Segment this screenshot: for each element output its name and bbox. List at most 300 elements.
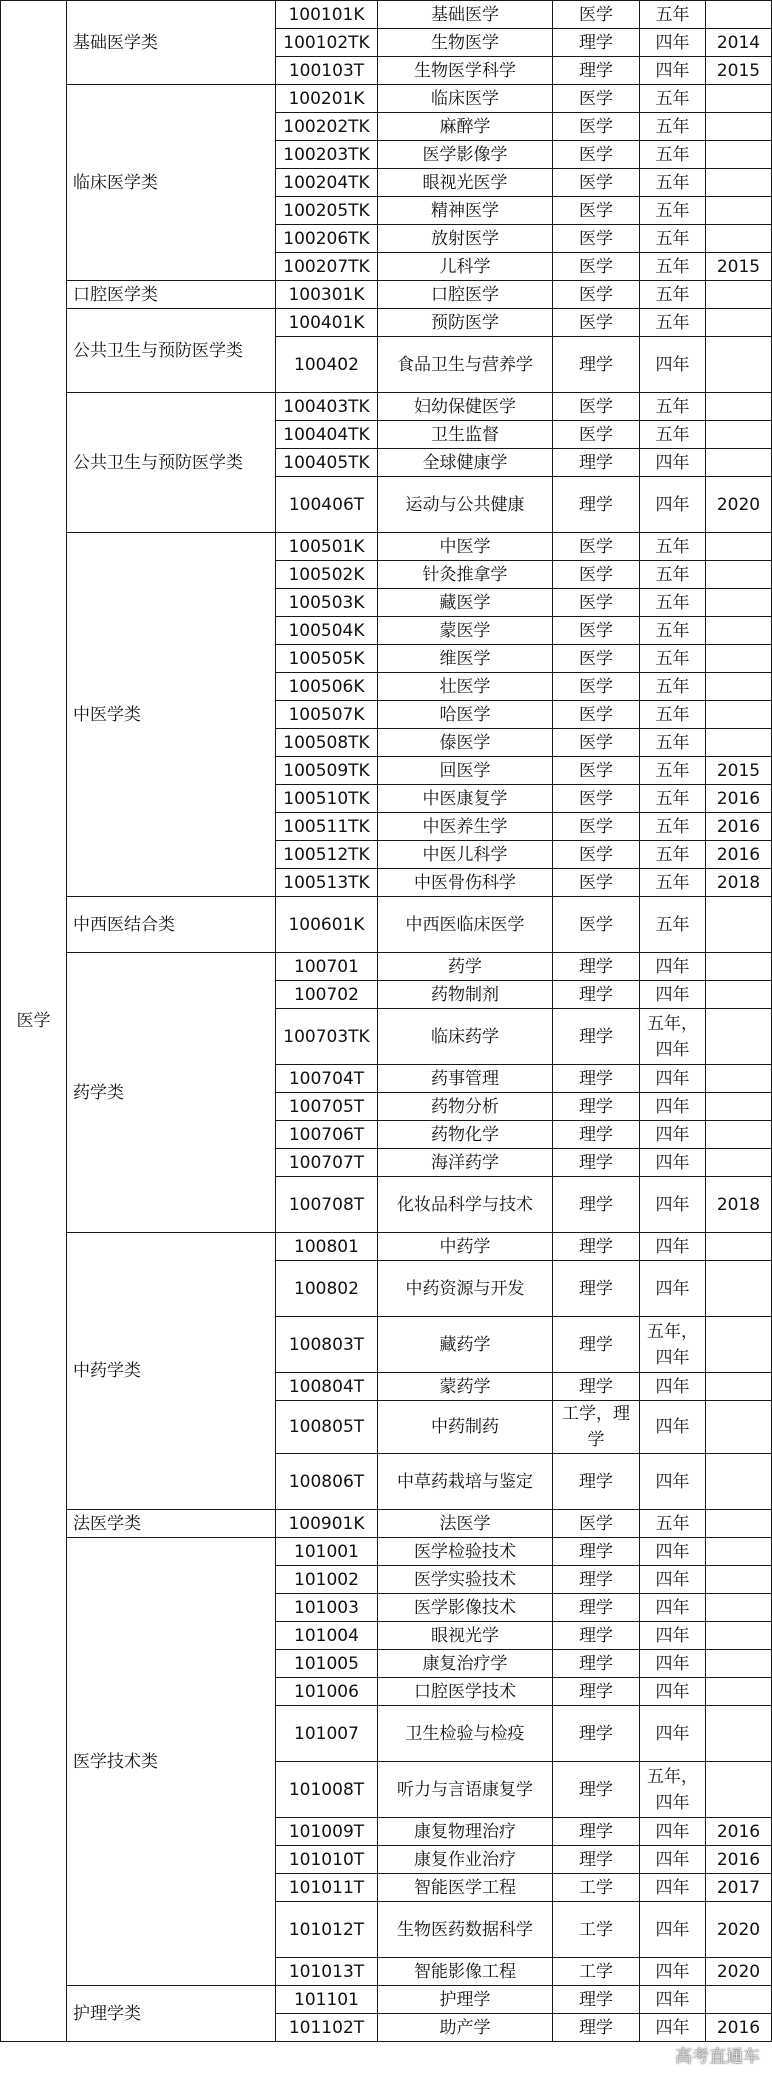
year-cell	[706, 645, 772, 673]
code-cell: 100103T	[276, 57, 378, 85]
code-cell: 100510TK	[276, 785, 378, 813]
year-cell	[706, 169, 772, 197]
degree-cell: 理学	[553, 1373, 640, 1401]
degree-cell: 医学	[553, 281, 640, 309]
name-cell: 生物医学	[378, 29, 553, 57]
degree-cell: 医学	[553, 869, 640, 897]
name-cell: 运动与公共健康	[378, 477, 553, 533]
code-cell: 100901K	[276, 1510, 378, 1538]
name-cell: 藏药学	[378, 1317, 553, 1373]
code-cell: 100207TK	[276, 253, 378, 281]
name-cell: 中医儿科学	[378, 841, 553, 869]
code-cell: 100507K	[276, 701, 378, 729]
degree-cell: 理学	[553, 1317, 640, 1373]
name-cell: 精神医学	[378, 197, 553, 225]
degree-cell: 理学	[553, 981, 640, 1009]
length-cell: 五年	[640, 281, 706, 309]
degree-cell: 医学	[553, 141, 640, 169]
name-cell: 中药制药	[378, 1401, 553, 1454]
table-row	[1, 897, 772, 953]
name-cell: 药物分析	[378, 1093, 553, 1121]
name-cell: 藏医学	[378, 589, 553, 617]
length-cell: 五年	[640, 589, 706, 617]
code-cell: 101005	[276, 1650, 378, 1678]
code-cell: 100802	[276, 1261, 378, 1317]
name-cell: 医学检验技术	[378, 1538, 553, 1566]
table-row	[1, 1986, 772, 2014]
class-cell: 基础医学类	[67, 1, 276, 85]
name-cell: 化妆品科学与技术	[378, 1177, 553, 1233]
degree-cell: 工学	[553, 1902, 640, 1958]
name-cell: 放射医学	[378, 225, 553, 253]
length-cell: 四年	[640, 1706, 706, 1762]
degree-cell: 理学	[553, 1678, 640, 1706]
class-cell: 中西医结合类	[67, 897, 276, 953]
length-cell: 五年	[640, 141, 706, 169]
degree-cell: 医学	[553, 561, 640, 589]
name-cell: 全球健康学	[378, 449, 553, 477]
length-cell: 五年	[640, 729, 706, 757]
length-cell: 四年	[640, 1454, 706, 1510]
degree-cell: 医学	[553, 729, 640, 757]
year-cell: 2016	[706, 1818, 772, 1846]
year-cell: 2016	[706, 813, 772, 841]
year-cell	[706, 281, 772, 309]
class-cell: 法医学类	[67, 1510, 276, 1538]
code-cell: 100503K	[276, 589, 378, 617]
code-cell: 100301K	[276, 281, 378, 309]
year-cell	[706, 1317, 772, 1373]
year-cell	[706, 533, 772, 561]
degree-cell: 医学	[553, 113, 640, 141]
name-cell: 卫生监督	[378, 421, 553, 449]
degree-cell: 医学	[553, 589, 640, 617]
code-cell: 100703TK	[276, 1009, 378, 1065]
degree-cell: 理学	[553, 1149, 640, 1177]
degree-cell: 理学	[553, 1650, 640, 1678]
degree-cell: 医学	[553, 1510, 640, 1538]
year-cell	[706, 421, 772, 449]
length-cell: 五年	[640, 561, 706, 589]
code-cell: 100101K	[276, 1, 378, 29]
year-cell	[706, 1009, 772, 1065]
year-cell	[706, 1373, 772, 1401]
degree-cell: 医学	[553, 197, 640, 225]
name-cell: 眼视光学	[378, 1622, 553, 1650]
length-cell: 五年	[640, 897, 706, 953]
length-cell: 五年	[640, 757, 706, 785]
length-cell: 五年	[640, 421, 706, 449]
length-cell: 四年	[640, 449, 706, 477]
year-cell	[706, 337, 772, 393]
length-cell: 四年	[640, 1177, 706, 1233]
year-cell	[706, 1401, 772, 1454]
code-cell: 101101	[276, 1986, 378, 2014]
code-cell: 101011T	[276, 1874, 378, 1902]
name-cell: 壮医学	[378, 673, 553, 701]
table-row	[1, 533, 772, 561]
degree-cell: 医学	[553, 897, 640, 953]
length-cell: 四年	[640, 1093, 706, 1121]
year-cell: 2020	[706, 1958, 772, 1986]
degree-cell: 理学	[553, 1762, 640, 1818]
code-cell: 100806T	[276, 1454, 378, 1510]
name-cell: 蒙药学	[378, 1373, 553, 1401]
code-cell: 100102TK	[276, 29, 378, 57]
length-cell: 四年	[640, 337, 706, 393]
degree-cell: 医学	[553, 785, 640, 813]
year-cell	[706, 953, 772, 981]
degree-cell: 理学	[553, 1009, 640, 1065]
degree-cell: 医学	[553, 421, 640, 449]
table-row	[1, 1510, 772, 1538]
name-cell: 回医学	[378, 757, 553, 785]
code-cell: 101008T	[276, 1762, 378, 1818]
length-cell: 五年	[640, 197, 706, 225]
length-cell: 四年	[640, 29, 706, 57]
table-row	[1, 1233, 772, 1261]
code-cell: 100403TK	[276, 393, 378, 421]
class-cell: 中医学类	[67, 533, 276, 897]
name-cell: 智能医学工程	[378, 1874, 553, 1902]
year-cell	[706, 309, 772, 337]
name-cell: 药物制剂	[378, 981, 553, 1009]
code-cell: 100704T	[276, 1065, 378, 1093]
year-cell: 2015	[706, 757, 772, 785]
degree-cell: 理学	[553, 1177, 640, 1233]
year-cell	[706, 1538, 772, 1566]
code-cell: 100511TK	[276, 813, 378, 841]
class-cell: 公共卫生与预防医学类	[67, 309, 276, 393]
length-cell: 五年，四年	[640, 1009, 706, 1065]
name-cell: 眼视光医学	[378, 169, 553, 197]
length-cell: 五年	[640, 393, 706, 421]
code-cell: 100204TK	[276, 169, 378, 197]
table-row	[1, 953, 772, 981]
length-cell: 四年	[640, 1233, 706, 1261]
degree-cell: 理学	[553, 1233, 640, 1261]
year-cell: 2015	[706, 57, 772, 85]
year-cell	[706, 1065, 772, 1093]
name-cell: 麻醉学	[378, 113, 553, 141]
name-cell: 口腔医学	[378, 281, 553, 309]
year-cell	[706, 1121, 772, 1149]
name-cell: 法医学	[378, 1510, 553, 1538]
degree-cell: 理学	[553, 953, 640, 981]
year-cell: 2018	[706, 1177, 772, 1233]
name-cell: 中草药栽培与鉴定	[378, 1454, 553, 1510]
degree-cell: 医学	[553, 841, 640, 869]
code-cell: 100402	[276, 337, 378, 393]
year-cell: 2020	[706, 477, 772, 533]
table-row	[1, 1538, 772, 1566]
degree-cell: 医学	[553, 169, 640, 197]
degree-cell: 医学	[553, 85, 640, 113]
degree-cell: 理学	[553, 1093, 640, 1121]
code-cell: 100205TK	[276, 197, 378, 225]
code-cell: 100513TK	[276, 869, 378, 897]
name-cell: 卫生检验与检疫	[378, 1706, 553, 1762]
length-cell: 五年	[640, 869, 706, 897]
year-cell	[706, 561, 772, 589]
degree-cell: 理学	[553, 1538, 640, 1566]
length-cell: 五年	[640, 225, 706, 253]
code-cell: 100206TK	[276, 225, 378, 253]
length-cell: 四年	[640, 1261, 706, 1317]
code-cell: 100702	[276, 981, 378, 1009]
length-cell: 四年	[640, 953, 706, 981]
length-cell: 四年	[640, 981, 706, 1009]
length-cell: 四年	[640, 1874, 706, 1902]
year-cell: 2017	[706, 1874, 772, 1902]
code-cell: 100401K	[276, 309, 378, 337]
code-cell: 100406T	[276, 477, 378, 533]
year-cell	[706, 1454, 772, 1510]
degree-cell: 医学	[553, 617, 640, 645]
year-cell: 2016	[706, 785, 772, 813]
table-row	[1, 309, 772, 337]
year-cell	[706, 1986, 772, 2014]
code-cell: 100509TK	[276, 757, 378, 785]
year-cell	[706, 1510, 772, 1538]
degree-cell: 理学	[553, 1706, 640, 1762]
name-cell: 食品卫生与营养学	[378, 337, 553, 393]
degree-cell: 理学	[553, 1818, 640, 1846]
code-cell: 100506K	[276, 673, 378, 701]
code-cell: 100804T	[276, 1373, 378, 1401]
code-cell: 100805T	[276, 1401, 378, 1454]
name-cell: 针灸推拿学	[378, 561, 553, 589]
discipline-cell: 医学	[1, 1, 67, 2042]
year-cell	[706, 897, 772, 953]
degree-cell: 医学	[553, 673, 640, 701]
class-cell: 药学类	[67, 953, 276, 1233]
degree-cell: 理学	[553, 1986, 640, 2014]
name-cell: 妇幼保健医学	[378, 393, 553, 421]
code-cell: 101004	[276, 1622, 378, 1650]
name-cell: 康复物理治疗	[378, 1818, 553, 1846]
class-cell: 公共卫生与预防医学类	[67, 393, 276, 533]
year-cell	[706, 617, 772, 645]
name-cell: 中医学	[378, 533, 553, 561]
class-cell: 临床医学类	[67, 85, 276, 281]
code-cell: 101012T	[276, 1902, 378, 1958]
table-row	[1, 1, 772, 29]
length-cell: 四年	[640, 2014, 706, 2042]
degree-cell: 理学	[553, 1065, 640, 1093]
degree-cell: 理学	[553, 57, 640, 85]
name-cell: 医学实验技术	[378, 1566, 553, 1594]
year-cell	[706, 449, 772, 477]
name-cell: 听力与言语康复学	[378, 1762, 553, 1818]
code-cell: 100202TK	[276, 113, 378, 141]
length-cell: 四年	[640, 1065, 706, 1093]
length-cell: 五年	[640, 1510, 706, 1538]
name-cell: 中医康复学	[378, 785, 553, 813]
year-cell: 2018	[706, 869, 772, 897]
year-cell	[706, 85, 772, 113]
length-cell: 四年	[640, 477, 706, 533]
length-cell: 五年	[640, 841, 706, 869]
degree-cell: 医学	[553, 813, 640, 841]
degree-cell: 医学	[553, 701, 640, 729]
degree-cell: 工学	[553, 1958, 640, 1986]
year-cell	[706, 1149, 772, 1177]
code-cell: 100501K	[276, 533, 378, 561]
year-cell	[706, 1706, 772, 1762]
name-cell: 中药学	[378, 1233, 553, 1261]
degree-cell: 理学	[553, 1846, 640, 1874]
length-cell: 四年	[640, 1846, 706, 1874]
year-cell: 2016	[706, 2014, 772, 2042]
year-cell	[706, 1, 772, 29]
name-cell: 口腔医学技术	[378, 1678, 553, 1706]
name-cell: 基础医学	[378, 1, 553, 29]
name-cell: 药物化学	[378, 1121, 553, 1149]
name-cell: 医学影像学	[378, 141, 553, 169]
degree-cell: 理学	[553, 1622, 640, 1650]
year-cell: 2016	[706, 1846, 772, 1874]
table-row	[1, 281, 772, 309]
code-cell: 101003	[276, 1594, 378, 1622]
degree-cell: 医学	[553, 393, 640, 421]
length-cell: 四年	[640, 1818, 706, 1846]
length-cell: 四年	[640, 1566, 706, 1594]
degree-cell: 医学	[553, 533, 640, 561]
class-cell: 中药学类	[67, 1233, 276, 1510]
code-cell: 100502K	[276, 561, 378, 589]
year-cell	[706, 113, 772, 141]
class-cell: 医学技术类	[67, 1538, 276, 1986]
degree-cell: 医学	[553, 309, 640, 337]
code-cell: 100705T	[276, 1093, 378, 1121]
code-cell: 101002	[276, 1566, 378, 1594]
name-cell: 海洋药学	[378, 1149, 553, 1177]
code-cell: 100708T	[276, 1177, 378, 1233]
length-cell: 五年	[640, 253, 706, 281]
code-cell: 100508TK	[276, 729, 378, 757]
length-cell: 五年	[640, 113, 706, 141]
name-cell: 中西医临床医学	[378, 897, 553, 953]
length-cell: 四年	[640, 1538, 706, 1566]
code-cell: 101010T	[276, 1846, 378, 1874]
degree-cell: 医学	[553, 253, 640, 281]
length-cell: 四年	[640, 1650, 706, 1678]
name-cell: 中医养生学	[378, 813, 553, 841]
name-cell: 护理学	[378, 1986, 553, 2014]
length-cell: 五年，四年	[640, 1762, 706, 1818]
name-cell: 傣医学	[378, 729, 553, 757]
year-cell: 2016	[706, 841, 772, 869]
name-cell: 生物医药数据科学	[378, 1902, 553, 1958]
year-cell	[706, 1261, 772, 1317]
degree-cell: 理学	[553, 477, 640, 533]
name-cell: 临床药学	[378, 1009, 553, 1065]
year-cell	[706, 1762, 772, 1818]
code-cell: 100504K	[276, 617, 378, 645]
code-cell: 100701	[276, 953, 378, 981]
degree-cell: 医学	[553, 757, 640, 785]
table-row	[1, 85, 772, 113]
year-cell	[706, 1233, 772, 1261]
length-cell: 四年	[640, 1121, 706, 1149]
length-cell: 四年	[640, 1902, 706, 1958]
code-cell: 100203TK	[276, 141, 378, 169]
year-cell	[706, 589, 772, 617]
code-cell: 100706T	[276, 1121, 378, 1149]
year-cell	[706, 1678, 772, 1706]
year-cell	[706, 1622, 772, 1650]
name-cell: 助产学	[378, 2014, 553, 2042]
name-cell: 医学影像技术	[378, 1594, 553, 1622]
code-cell: 100201K	[276, 85, 378, 113]
length-cell: 五年	[640, 169, 706, 197]
year-cell	[706, 981, 772, 1009]
length-cell: 四年	[640, 1149, 706, 1177]
name-cell: 生物医学科学	[378, 57, 553, 85]
year-cell	[706, 197, 772, 225]
year-cell	[706, 141, 772, 169]
length-cell: 五年	[640, 645, 706, 673]
length-cell: 五年	[640, 617, 706, 645]
code-cell: 100505K	[276, 645, 378, 673]
year-cell	[706, 701, 772, 729]
length-cell: 五年，四年	[640, 1317, 706, 1373]
name-cell: 中医骨伤科学	[378, 869, 553, 897]
name-cell: 哈医学	[378, 701, 553, 729]
degree-cell: 工学，理学	[553, 1401, 640, 1454]
length-cell: 五年	[640, 85, 706, 113]
major-catalog-body	[1, 1, 772, 2042]
name-cell: 蒙医学	[378, 617, 553, 645]
degree-cell: 医学	[553, 1, 640, 29]
name-cell: 中药资源与开发	[378, 1261, 553, 1317]
degree-cell: 理学	[553, 1566, 640, 1594]
code-cell: 100601K	[276, 897, 378, 953]
length-cell: 四年	[640, 1678, 706, 1706]
code-cell: 101013T	[276, 1958, 378, 1986]
length-cell: 四年	[640, 1594, 706, 1622]
year-cell	[706, 1650, 772, 1678]
year-cell: 2020	[706, 1902, 772, 1958]
code-cell: 100803T	[276, 1317, 378, 1373]
name-cell: 预防医学	[378, 309, 553, 337]
name-cell: 临床医学	[378, 85, 553, 113]
length-cell: 四年	[640, 1958, 706, 1986]
year-cell	[706, 1566, 772, 1594]
degree-cell: 理学	[553, 2014, 640, 2042]
degree-cell: 工学	[553, 1874, 640, 1902]
year-cell	[706, 729, 772, 757]
name-cell: 康复作业治疗	[378, 1846, 553, 1874]
degree-cell: 理学	[553, 1121, 640, 1149]
degree-cell: 理学	[553, 449, 640, 477]
length-cell: 四年	[640, 57, 706, 85]
code-cell: 100801	[276, 1233, 378, 1261]
name-cell: 药学	[378, 953, 553, 981]
length-cell: 五年	[640, 533, 706, 561]
degree-cell: 理学	[553, 29, 640, 57]
year-cell	[706, 673, 772, 701]
length-cell: 五年	[640, 701, 706, 729]
year-cell	[706, 225, 772, 253]
year-cell	[706, 1594, 772, 1622]
name-cell: 智能影像工程	[378, 1958, 553, 1986]
year-cell	[706, 393, 772, 421]
table-row	[1, 393, 772, 421]
degree-cell: 理学	[553, 337, 640, 393]
length-cell: 四年	[640, 1622, 706, 1650]
